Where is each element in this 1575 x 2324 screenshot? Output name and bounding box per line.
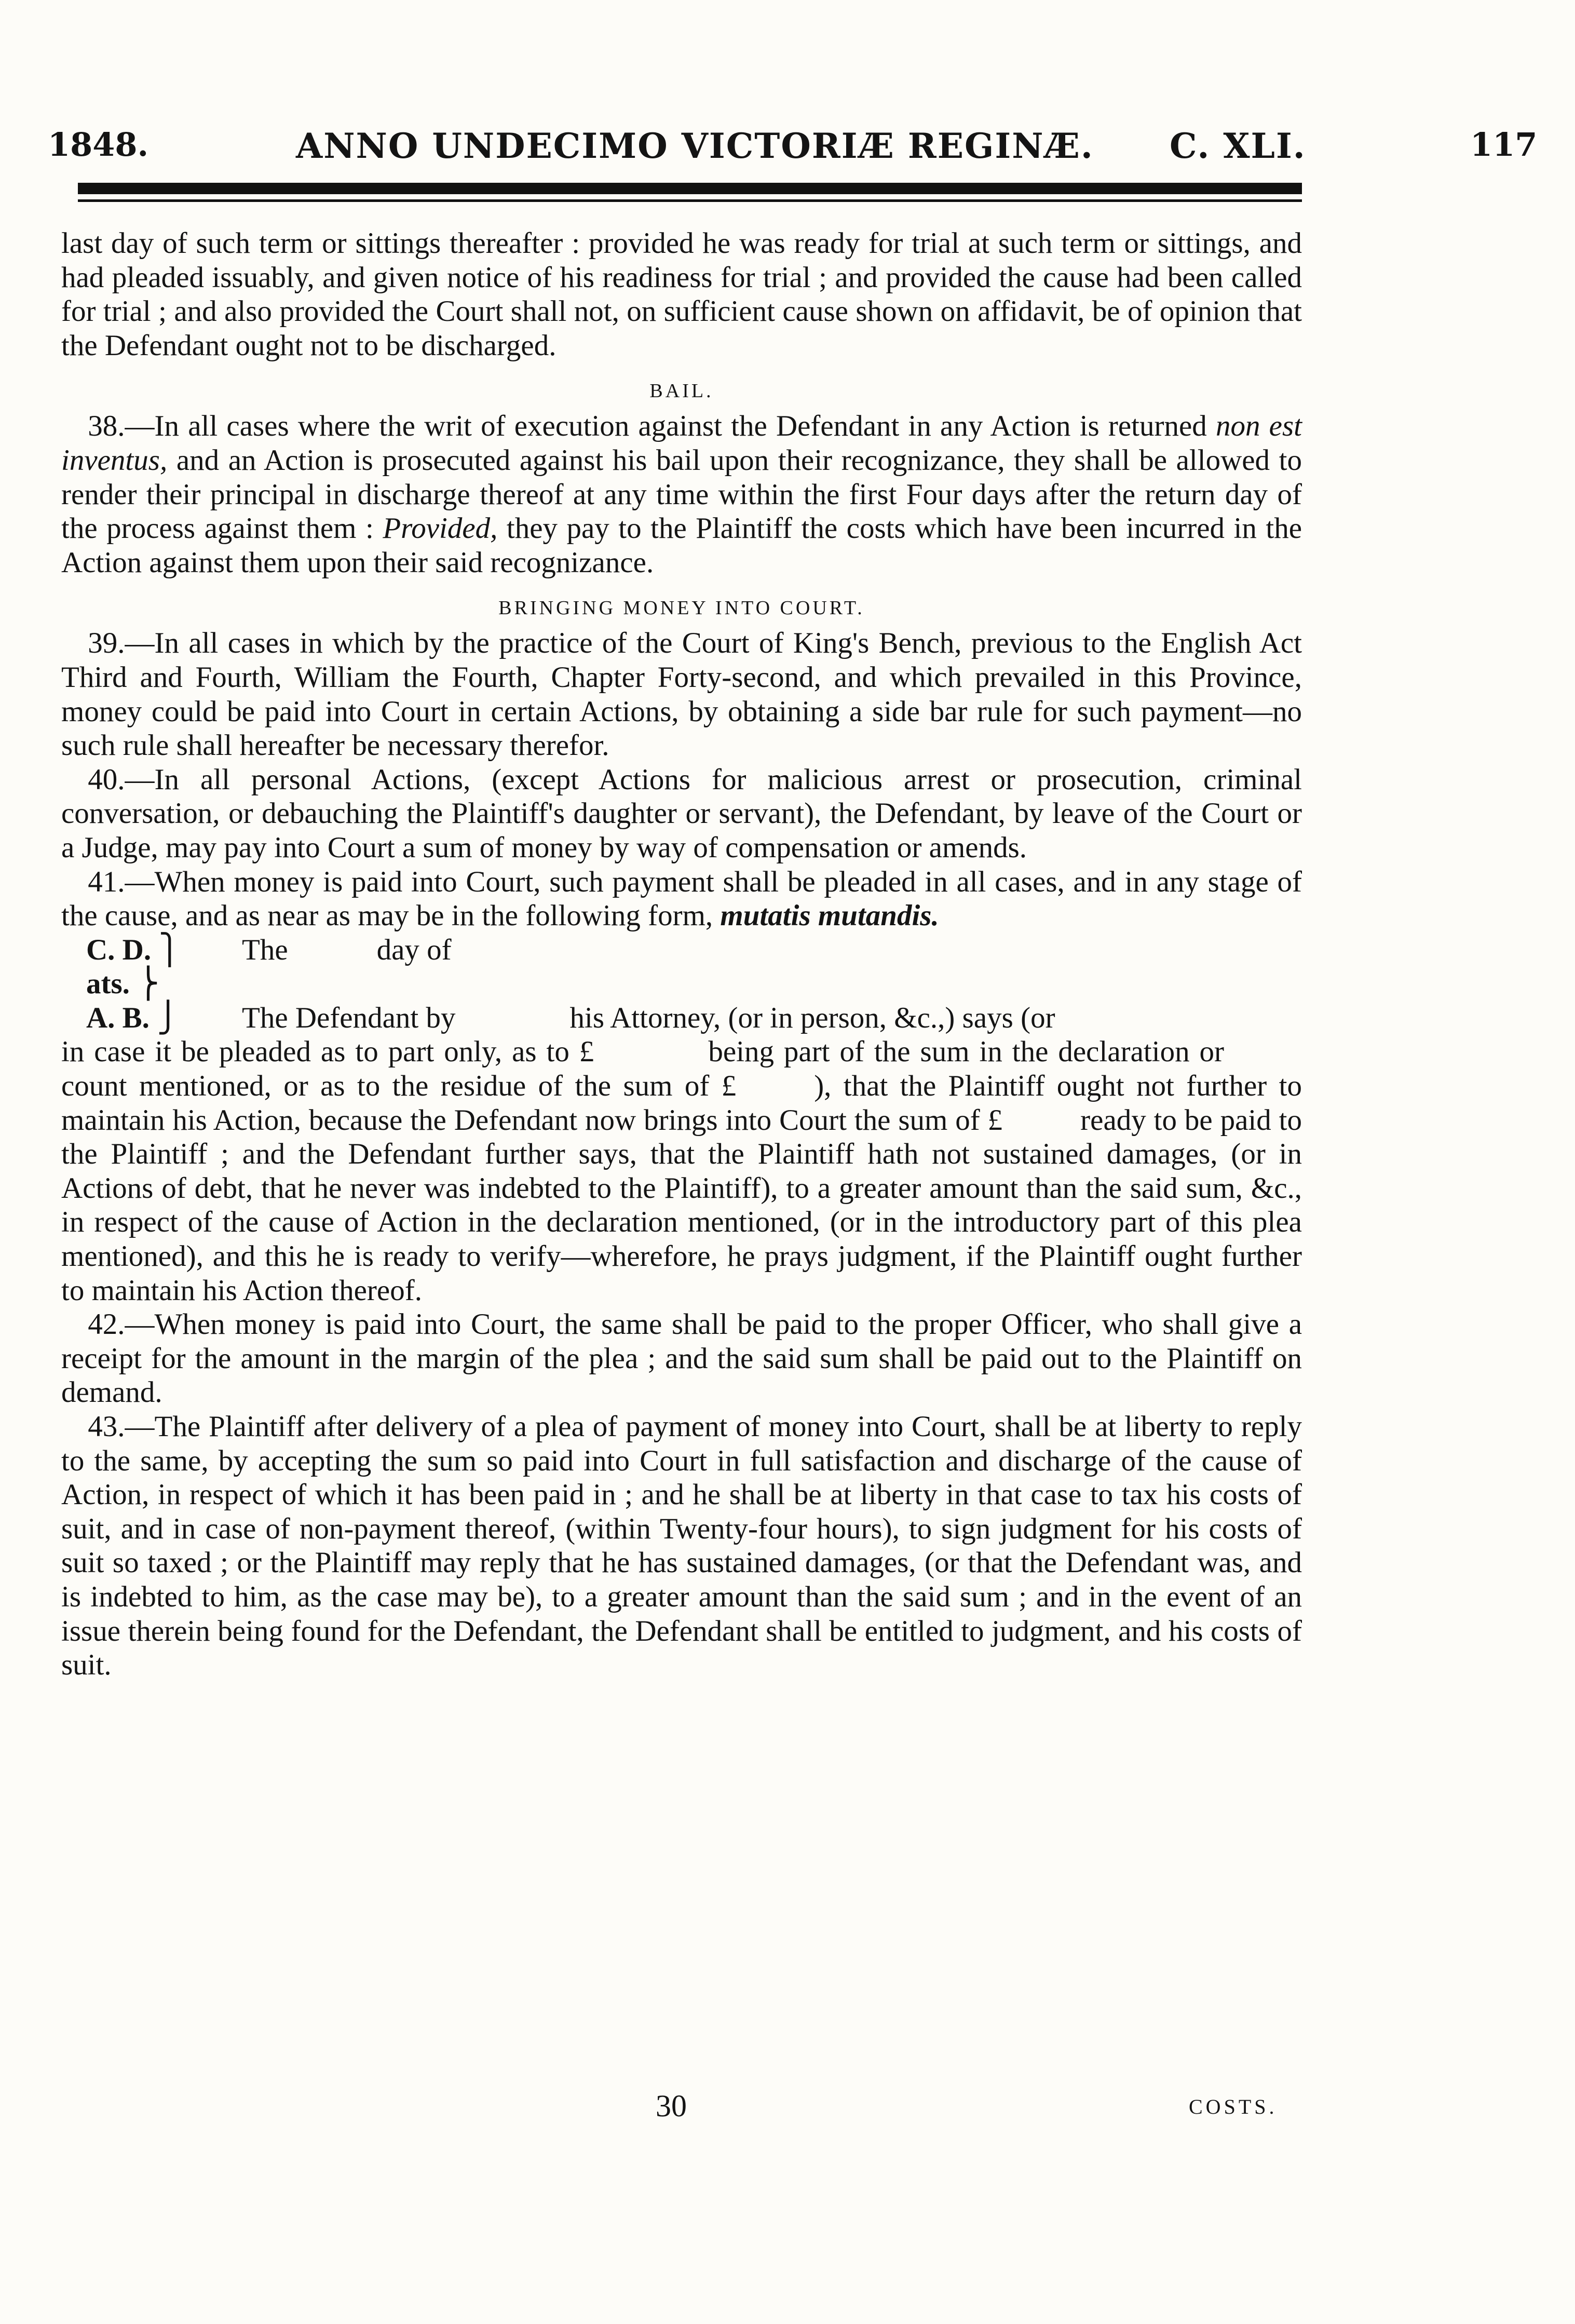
section-38 bbox=[61, 409, 1302, 579]
footer-catchword: COSTS. bbox=[1189, 2095, 1278, 2118]
section-40: 40.—In all personal Actions, (except Actions for malicious arrest or prosecution, criminal conversation, or debauching the Plaintiff's daughter or servant), the Defendant, by leave of the Court or a Judge, may pay into Court a sum of money by way of compensation or amends. bbox=[61, 763, 1302, 864]
form-brace-top: ⎫ bbox=[158, 933, 181, 966]
section-38-text-b: and an Action is prosecuted against his bail upon their recognizance, they shall be allowed to render their principal in discharge thereof at any time within the first Four days after the return day of the process against them : bbox=[61, 443, 1302, 545]
footer-signature: 30 bbox=[656, 2089, 687, 2123]
section-41-text: 41.—When money is paid into Court, such payment shall be pleaded in all cases, and in any stage of the cause, and as near as may be in the following form, bbox=[61, 865, 1302, 933]
section-43: 43.—The Plaintiff after delivery of a plea of payment of money into Court, shall be at liberty to reply to the same, by accepting the sum so paid into Court in full satisfaction and discharge of the cause of Action, in respect of which it has been paid in ; and he shall be at liberty in that case to tax his costs of suit, and in case of non-payment thereof, (within Twenty-four hours), to sign judgment for his costs of suit so taxed ; or the Plaintiff may reply that he has sustained damages, (or that the Defendant was, and is indebted to him, as the case may be), to a greater amount than the said sum ; and in the event of an issue therein being found for the Defendant, the Defendant shall be entitled to judgment, and his costs of suit. bbox=[61, 1410, 1302, 1682]
body-text bbox=[61, 226, 1302, 1682]
header-page-number: 117 bbox=[1470, 126, 1538, 164]
section-42: 42.—When money is paid into Court, the same shall be paid to the proper Officer, who shall give a receipt for the amount in the margin of the plea ; and the said sum shall be paid out to the Plaintiff on demand. bbox=[61, 1308, 1302, 1409]
plea-form bbox=[61, 933, 1302, 1035]
header-title: ANNO UNDECIMO VICTORIÆ REGINÆ. bbox=[296, 126, 1094, 166]
form-plea-body: in case it be pleaded as to part only, as to £ being part of the sum in the declaration orcount mentioned, or as to the residue of the sum of £ ), that the Plaintiff ought not further to maintain his Action, because the Defendant now brings into Court the sum of £ ready to be paid to the Plaintiff ; and the Defendant further says, that the Plaintiff hath not sustained damages, (or in Actions of debt, that he never was indebted to the Plaintiff), to a greater amount than the said sum, &c., in respect of the cause of Action in the declaration mentioned, (or in the introductory part of this plea mentioned), and this he is ready to verify—wherefore, he prays judgment, if the Plaintiff ought further to maintain his Action thereof. bbox=[61, 1035, 1302, 1307]
form-date-line: The day of bbox=[242, 933, 452, 966]
header-year: 1848. bbox=[48, 126, 149, 164]
form-plea-opening: The Defendant by his Attorney, (or in person, &c.,) says (or bbox=[242, 1001, 1055, 1034]
section-38-provided: Provided, bbox=[383, 512, 498, 545]
section-heading-money: BRINGING MONEY INTO COURT. bbox=[498, 597, 865, 619]
section-heading-bail: BAIL. bbox=[649, 380, 714, 402]
form-party-ab: A. B. ⎭ bbox=[86, 1001, 179, 1034]
section-38-text-a: 38.—In all cases where the writ of execution against the Defendant in any Action is returned bbox=[88, 410, 1216, 443]
section-39: 39.—In all cases in which by the practice of the Court of King's Bench, previous to the English Act Third and Fourth, William the Fourth, Chapter Forty-second, and which prevailed in this Province, money could be paid into Court in certain Actions, by obtaining a side bar rule for such payment—no such rule shall hereafter be necessary therefor. bbox=[61, 627, 1302, 762]
continuation-paragraph: last day of such term or sittings thereafter : provided he was ready for trial at such term or sittings, and had pleaded issuably, and given notice of his readiness for trial ; and provided the cause had been called for trial ; and also provided the Court shall not, on sufficient cause shown on affidavit, be of opinion that the Defendant ought not to be discharged. bbox=[61, 227, 1302, 362]
header-rule-thin bbox=[78, 199, 1302, 202]
section-41 bbox=[61, 865, 1302, 933]
form-party-cd: C. D. ⎫ bbox=[86, 933, 181, 966]
header-chapter: C. XLI. bbox=[1170, 126, 1306, 166]
plea-form-row-2 bbox=[61, 967, 1302, 1001]
form-brace-mid: ⎬ bbox=[137, 967, 159, 1001]
section-38-latin: non est inventus, bbox=[61, 410, 1302, 477]
plea-form-row-1 bbox=[61, 933, 1302, 967]
plea-form-row-3 bbox=[61, 1001, 1302, 1035]
section-38-text-c: they pay to the Plaintiff the costs which have been incurred in the Action against them upon their said recognizance. bbox=[61, 512, 1302, 579]
form-brace-bottom: ⎭ bbox=[157, 1001, 179, 1034]
section-41-latin: mutatis mutandis. bbox=[720, 899, 939, 933]
header-rule-thick bbox=[78, 183, 1302, 194]
form-ats: ats. ⎬ bbox=[86, 967, 159, 1001]
